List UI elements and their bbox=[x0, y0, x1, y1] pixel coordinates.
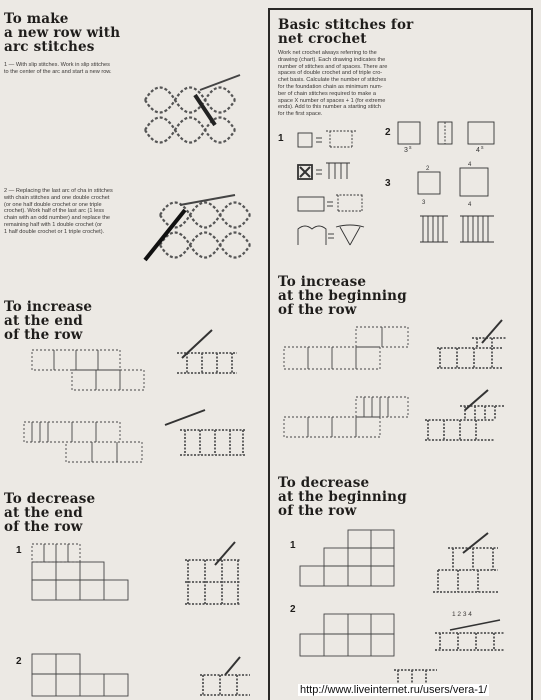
decrease-begin-chart-2 bbox=[298, 612, 398, 660]
decrease-end-chart-2 bbox=[30, 652, 130, 700]
decrease-end-fig1-label: 1 bbox=[16, 545, 22, 556]
arc-slip-diagram bbox=[140, 70, 260, 160]
fig2-label-b: 4 bbox=[476, 147, 480, 154]
arc-replace-diagram bbox=[140, 190, 260, 275]
increase-end-chart-2 bbox=[22, 420, 147, 465]
make-row-step2: 2 — Replacing the last arc of cha in stitches with chain stitches and one double crochet (or one half double crochet or one triple crochet). Work half of the last arc (1 less chain with an odd number) and replace the remaining half with 1 double crochet (or 1 half double crochet or 1 triple crochet). bbox=[4, 188, 113, 235]
source-watermark: http://www.liveinternet.ru/users/vera-1/ bbox=[300, 684, 488, 696]
fig2-label-a: 3 bbox=[404, 147, 408, 154]
fig2-label-b-s: s bbox=[481, 145, 484, 151]
basic-fig3-stitch-chart bbox=[418, 212, 498, 247]
decrease-begin-photo-2 bbox=[430, 618, 510, 658]
basic-fig1-label: 1 bbox=[278, 133, 284, 144]
fig3-label-d: 4 bbox=[468, 202, 472, 208]
column-divider bbox=[268, 8, 270, 700]
basic-stitches-title: Basic stitches for net crochet bbox=[278, 17, 414, 47]
right-rule bbox=[531, 8, 533, 700]
increase-end-photo-2 bbox=[160, 405, 250, 465]
fig3-label-a: 2 bbox=[426, 166, 430, 172]
increase-end-photo-1 bbox=[172, 328, 247, 388]
increase-begin-chart-1 bbox=[282, 325, 412, 373]
basic-fig3-chart bbox=[410, 160, 510, 210]
increase-end-title: To increase at the end of the row bbox=[4, 299, 93, 343]
basic-stitches-text: Work net crochet always referring to the drawing (chart). Each drawing indicates the number of stitches and of spaces. There are spaces of double crochet and of triple cro- chet basis. Calculate the number of stitches for the foundation chain as minimum num- ber of chain stitches required to make a space X number of spaces + 1 (for extreme ends). Add to this number a starting stitch for the first space. bbox=[278, 50, 388, 118]
basic-fig3-label: 3 bbox=[385, 178, 391, 189]
decrease-end-photo-2 bbox=[195, 655, 255, 700]
basic-fig1-symbols bbox=[294, 127, 366, 253]
fig3-label-c: 4 bbox=[468, 162, 472, 168]
increase-begin-chart-2 bbox=[282, 395, 412, 443]
basic-fig2-chart bbox=[394, 118, 504, 160]
increase-begin-photo-1 bbox=[432, 318, 512, 373]
decrease-begin-fig2-label: 2 bbox=[290, 604, 296, 615]
decrease-begin-fig1-label: 1 bbox=[290, 540, 296, 551]
decrease-begin-chart-1 bbox=[298, 528, 398, 590]
decrease-begin-title: To decrease at the beginning of the row bbox=[278, 475, 407, 519]
make-row-title: To make a new row with arc stitches bbox=[4, 11, 121, 55]
decrease-end-title: To decrease at the end of the row bbox=[4, 491, 96, 535]
increase-end-chart-1 bbox=[30, 348, 150, 393]
fig3-label-b: 3 bbox=[422, 200, 426, 206]
make-row-step1: 1 — With slip stitches. Work in slip stitches to the center of the arc and start a new row. bbox=[4, 62, 112, 75]
basic-fig2-label: 2 bbox=[385, 127, 391, 138]
fig2-label-a-s: s bbox=[409, 145, 412, 151]
top-rule bbox=[270, 8, 533, 10]
increase-begin-photo-2 bbox=[420, 388, 510, 443]
decrease-end-fig2-label: 2 bbox=[16, 656, 22, 667]
decrease-begin-count-labels: 1 2 3 4 bbox=[452, 611, 472, 618]
decrease-end-photo-1 bbox=[180, 540, 250, 608]
decrease-begin-photo-1 bbox=[428, 528, 508, 598]
decrease-end-chart-1 bbox=[30, 542, 130, 604]
increase-begin-title: To increase at the beginning of the row bbox=[278, 274, 407, 318]
